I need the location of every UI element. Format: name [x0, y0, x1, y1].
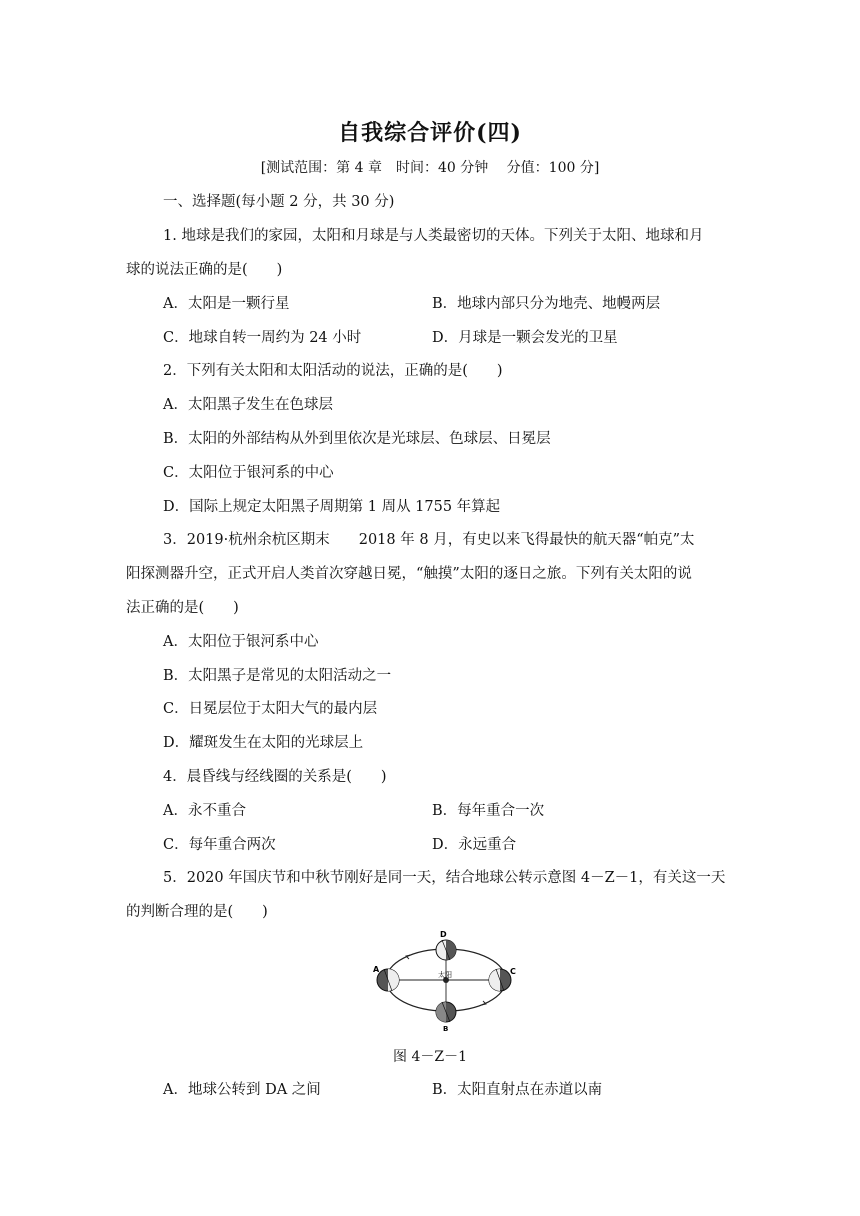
- q4-option-c: C．每年重合两次: [163, 837, 276, 853]
- label-a: A: [373, 965, 380, 974]
- q1-stem-line2: 球的说法正确的是( ): [126, 262, 283, 278]
- q3-option-b: B．太阳黑子是常见的太阳活动之一: [163, 668, 392, 684]
- sun-label: 太阳: [438, 971, 452, 979]
- q2-option-c: C．太阳位于银河系的中心: [163, 465, 334, 481]
- q5-option-a: A．地球公转到 DA 之间: [163, 1082, 321, 1098]
- earth-a-daylight: [388, 969, 399, 991]
- earth-b-shade: [436, 1002, 446, 1022]
- q4-option-d: D．永远重合: [432, 837, 517, 853]
- earth-position-c: [489, 967, 516, 991]
- earth-position-b: [436, 1002, 456, 1032]
- q5-stem-line1: 5．2020 年国庆节和中秋节刚好是同一天，结合地球公转示意图 4－Z－1，有关这一天: [163, 870, 726, 886]
- earth-c-daylight: [489, 969, 500, 991]
- q4-stem-line1: 4．晨昏线与经线圈的关系是( ): [163, 769, 387, 785]
- page-subtitle: [测试范围：第 4 章 时间：40 分钟 分值：100 分]: [260, 160, 600, 176]
- q2-option-b: B．太阳的外部结构从外到里依次是光球层、色球层、日冕层: [163, 431, 551, 447]
- q1-option-d: D．月球是一颗会发光的卫星: [432, 330, 618, 346]
- q3-stem-line1: 3．2019·杭州余杭区期末 2018 年 8 月，有史以来飞得最快的航天器“帕克”太: [163, 532, 695, 548]
- q3-option-d: D．耀斑发生在太阳的光球层上: [163, 735, 364, 751]
- label-c: C: [510, 967, 516, 976]
- orbit-arrow-icon: [406, 955, 410, 959]
- earth-d-night: [446, 940, 456, 960]
- q2-option-d: D．国际上规定太阳黑子周期第 1 周从 1755 年算起: [163, 499, 501, 515]
- section-heading: 一、选择题(每小题 2 分，共 30 分): [163, 194, 395, 210]
- q2-option-a: A．太阳黑子发生在色球层: [163, 397, 333, 413]
- q3-option-a: A．太阳位于银河系中心: [163, 634, 319, 650]
- q3-option-c: C．日冕层位于太阳大气的最内层: [163, 701, 378, 717]
- q3-stem-line3: 法正确的是( ): [126, 600, 239, 616]
- q2-stem-line1: 2．下列有关太阳和太阳活动的说法，正确的是( ): [163, 363, 503, 379]
- q1-option-b: B．地球内部只分为地壳、地幔两层: [432, 296, 661, 312]
- figure-caption: 图 4－Z－1: [393, 1049, 467, 1065]
- label-b: B: [443, 1025, 449, 1032]
- label-d: D: [440, 930, 447, 939]
- q1-option-a: A．太阳是一颗行星: [163, 296, 290, 312]
- orbit-arrow-icon: [482, 1001, 486, 1005]
- q5-stem-line2: 的判断合理的是( ): [126, 904, 268, 920]
- earth-position-a: [373, 965, 399, 991]
- q5-option-b: B．太阳直射点在赤道以南: [432, 1082, 603, 1098]
- q4-option-a: A．永不重合: [163, 803, 246, 819]
- q3-stem-line2: 阳探测器升空，正式开启人类首次穿越日冕，“触摸”太阳的逐日之旅。下列有关太阳的说: [126, 566, 692, 582]
- q4-option-b: B．每年重合一次: [432, 803, 545, 819]
- q1-option-c: C．地球自转一周约为 24 小时: [163, 330, 362, 346]
- orbit-diagram: [366, 928, 526, 1032]
- earth-position-d: [436, 930, 456, 960]
- q1-stem-line1: 1. 地球是我们的家园，太阳和月球是与人类最密切的天体。下列关于太阳、地球和月: [163, 228, 704, 244]
- page-title: 自我综合评价(四): [338, 120, 522, 146]
